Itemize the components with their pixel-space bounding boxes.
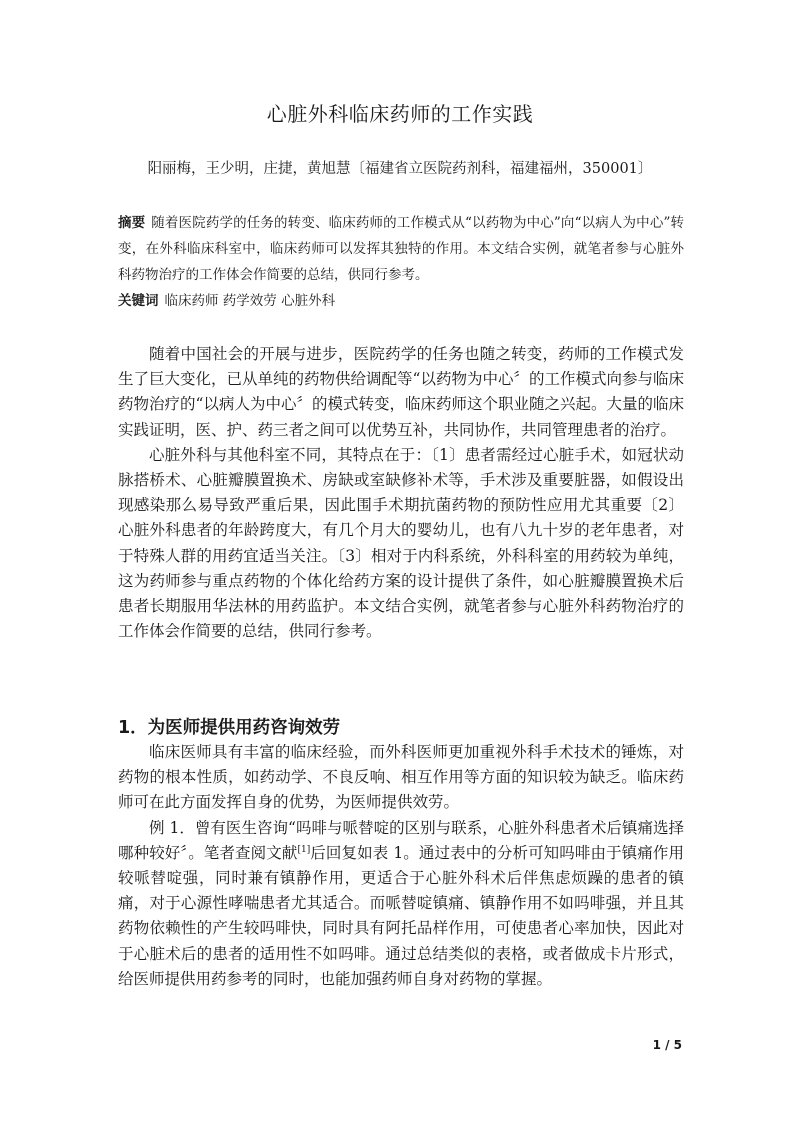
abstract-text: 随着医院药学的任务的转变、临床药师的工作模式从“以药物为中心”向“以病人为中心”转变，在外科临床科室中，临床药师可以发挥其独特的作用。本文结合实例，就笔者参与心脏外科药物治疗的工作体会作简要的总结，供同行参考。 bbox=[118, 215, 684, 283]
abstract-label: 摘要 bbox=[118, 215, 146, 231]
intro-paragraph-2: 心脏外科与其他科室不同，其特点在于：〔1〕患者需经过心脏手术，如冠状动脉搭桥术、心脏瓣膜置换术、房缺或室缺修补术等，手术涉及重要脏器，如假设出现感染那么易导致严重后果，因此围手术期抗菌药物的预防性应用尤其重要〔2〕心脏外科患者的年龄跨度大，有几个月大的婴幼儿，也有八九十岁的老年患者，对于特殊人群的用药宜适当关注。〔3〕相对于内科系统，外科科室的用药较为单纯，这为药师参与重点药物的个体化给药方案的设计提供了条件，如心脏瓣膜置换术后患者长期服用华法林的用药监护。本文结合实例，就笔者参与心脏外科药物治疗的工作体会作简要的总结，供同行参考。 bbox=[118, 445, 684, 641]
section-1-body bbox=[118, 740, 684, 992]
citation-ref[interactable]: [1] bbox=[297, 844, 311, 855]
page-number: 1 / 5 bbox=[652, 1038, 682, 1052]
section-1-heading: 1．为医师提供用药咨询效劳 bbox=[118, 718, 341, 738]
section-1-paragraph-2 bbox=[118, 816, 684, 992]
abstract bbox=[118, 210, 684, 288]
keywords-label: 关键词 bbox=[118, 293, 159, 309]
intro-paragraph-1: 随着中国社会的开展与进步，医院药学的任务也随之转变，药师的工作模式发生了巨大变化，已从单纯的药物供给调配等“以药物为中心〞的工作模式向参与临床药物治疗的“以病人为中心〞的模式转变，临床药师这个职业随之兴起。大量的临床实践证明，医、护、药三者之间可以优势互补，共同协作，共同管理患者的治疗。 bbox=[118, 345, 684, 439]
keywords-text: 临床药师 药学效劳 心脏外科 bbox=[164, 293, 336, 309]
paper-title: 心脏外科临床药师的工作实践 bbox=[266, 102, 534, 126]
introduction bbox=[118, 342, 684, 644]
section-1-paragraph-1: 临床医师具有丰富的临床经验，而外科医师更加重视外科手术技术的锤炼，对药物的根本性质，如药动学、不良反响、相互作用等方面的知识较为缺乏。临床药师可在此方面发挥自身的优势，为医师提供效劳。 bbox=[118, 743, 684, 812]
example-text-before-ref: 例 1．曾有医生咨询“吗啡与哌替啶的区别与联系，心脏外科患者术后镇痛选择哪种较好〞。笔者查阅文献 bbox=[118, 818, 684, 862]
example-text-after-ref: 后回复如表 1。通过表中的分析可知吗啡由于镇痛作用较哌替啶强，同时兼有镇静作用，更适合于心脏外科术后伴焦虑烦躁的患者的镇痛，对于心源性哮喘患者尤其适合。而哌替啶镇痛、镇静作用不如吗啡强，并且其药物依赖性的产生较吗啡快，同时具有阿托品样作用，可使患者心率加快，因此对于心脏术后的患者的适用性不如吗啡。通过总结类似的表格，或者做成卡片形式，给医师提供用药参考的同时，也能加强药师自身对药物的掌握。 bbox=[118, 843, 684, 988]
author-line: 阳丽梅，王少明，庄捷，黄旭慧〔福建省立医院药剂科，福建福州，350001〕 bbox=[147, 161, 653, 177]
keywords bbox=[118, 288, 684, 314]
